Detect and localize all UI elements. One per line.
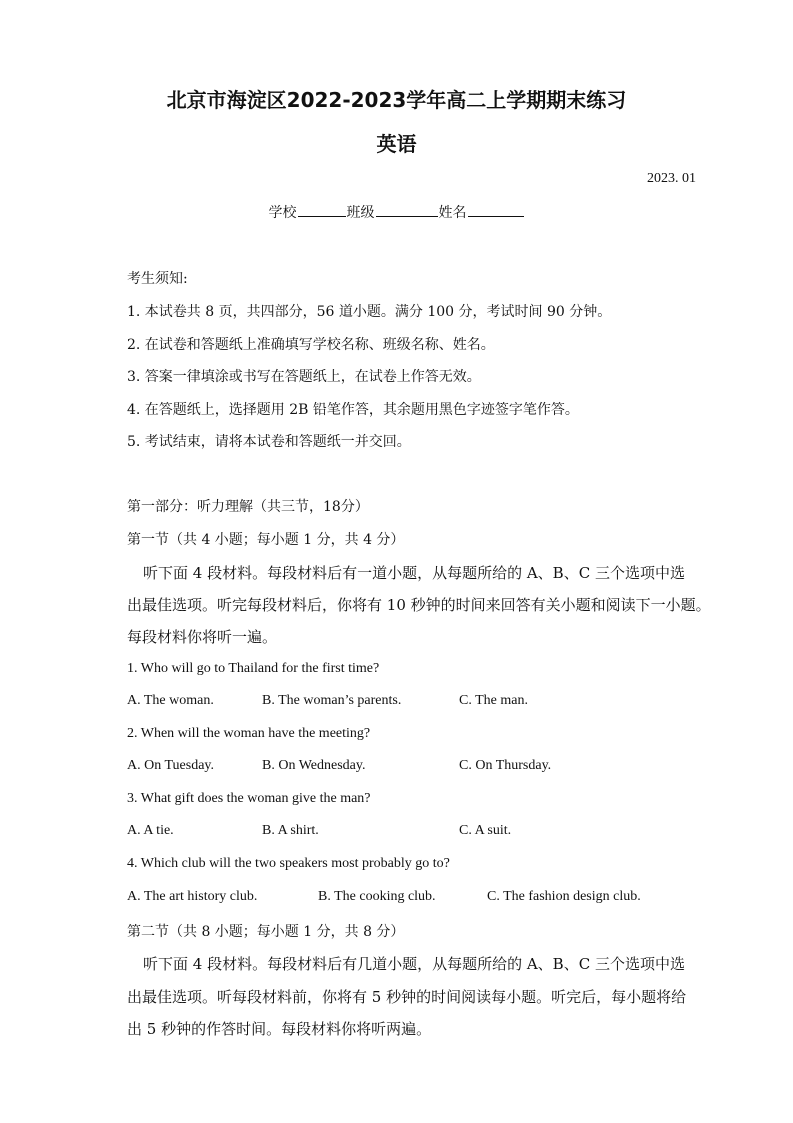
notice-item: 4. 在答题纸上，选择题用 2B 铅笔作答，其余题用黑色字迹签字笔作答。 xyxy=(127,402,579,418)
option-c: C. On Thursday. xyxy=(459,758,552,773)
section1-instruction: 每段材料你将听一遍。 xyxy=(127,628,278,646)
school-blank xyxy=(298,204,346,217)
option-b: B. The woman’s parents. xyxy=(262,693,402,708)
class-label: 班级 xyxy=(346,205,375,221)
notice-item: 1. 本试卷共 8 页，共四部分，56 道小题。满分 100 分，考试时间 90 分钟。 xyxy=(127,304,612,320)
section1-heading: 第一节（共 4 小题；每小题 1 分，共 4 分） xyxy=(127,532,405,548)
section2-instruction: 听下面 4 段材料。每段材料后有几道小题，从每题所给的 A、B、C 三个选项中选 xyxy=(143,955,685,973)
option-b: B. The cooking club. xyxy=(318,889,436,904)
exam-title: 北京市海淀区2022-2023学年高二上学期期末练习 xyxy=(166,88,627,112)
exam-date: 2023. 01 xyxy=(647,171,696,186)
section1-instruction: 听下面 4 段材料。每段材料后有一道小题，从每题所给的 A、B、C 三个选项中选 xyxy=(143,564,685,582)
notice-heading: 考生须知: xyxy=(127,271,188,287)
option-c: C. The fashion design club. xyxy=(487,889,641,904)
section2-heading: 第二节（共 8 小题；每小题 1 分，共 8 分） xyxy=(127,924,405,940)
option-b: B. A shirt. xyxy=(262,823,319,838)
option-a: A. On Tuesday. xyxy=(127,758,214,773)
option-b: B. On Wednesday. xyxy=(262,758,366,773)
question-text: 4. Which club will the two speakers most probably go to? xyxy=(127,856,450,871)
name-blank xyxy=(468,204,524,217)
option-c: C. A suit. xyxy=(459,823,512,838)
name-label: 姓名 xyxy=(438,205,467,221)
option-a: A. The art history club. xyxy=(127,889,258,904)
question-text: 3. What gift does the woman give the man? xyxy=(127,791,371,806)
student-info-line xyxy=(0,202,793,222)
part1-heading: 第一部分：听力理解（共三节，18分） xyxy=(127,499,369,515)
question-text: 1. Who will go to Thailand for the first time? xyxy=(127,661,380,676)
option-a: A. A tie. xyxy=(127,823,174,838)
notice-item: 5. 考试结束，请将本试卷和答题纸一并交回。 xyxy=(127,434,411,450)
notice-item: 2. 在试卷和答题纸上准确填写学校名称、班级名称、姓名。 xyxy=(127,337,495,353)
school-label: 学校 xyxy=(268,205,297,221)
subject-title: 英语 xyxy=(376,132,417,156)
option-c: C. The man. xyxy=(459,693,528,708)
section2-instruction: 出最佳选项。听每段材料前，你将有 5 秒钟的时间阅读每小题。听完后，每小题将给 xyxy=(127,988,687,1006)
question-text: 2. When will the woman have the meeting? xyxy=(127,726,371,741)
section1-instruction: 出最佳选项。听完每段材料后，你将有 10 秒钟的时间来回答有关小题和阅读下一小题。 xyxy=(127,596,711,614)
notice-item: 3. 答案一律填涂或书写在答题纸上，在试卷上作答无效。 xyxy=(127,369,481,385)
option-a: A. The woman. xyxy=(127,693,214,708)
class-blank xyxy=(376,204,438,217)
section2-instruction: 出 5 秒钟的作答时间。每段材料你将听两遍。 xyxy=(127,1020,432,1038)
